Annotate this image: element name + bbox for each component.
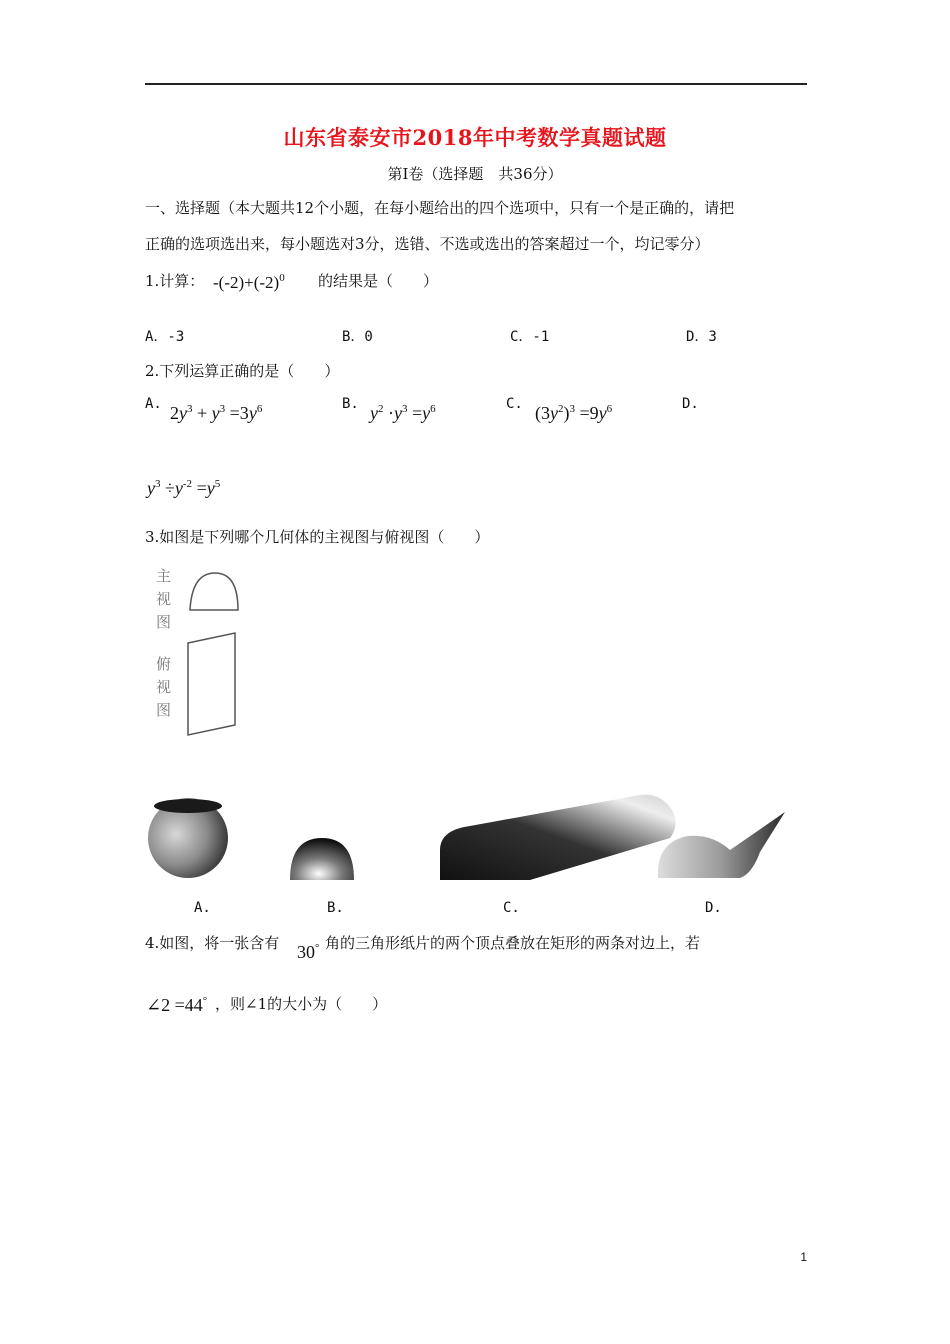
q4-angle2-value: ∠2 =44 xyxy=(146,995,203,1015)
q2b-exp2: 3 xyxy=(402,403,408,415)
q1-option-a: A．-3 xyxy=(145,329,185,345)
q2d-var2: y xyxy=(174,478,183,498)
q2d-var3: y xyxy=(206,478,215,498)
q1-expression xyxy=(213,272,285,293)
q2c-open: (3 xyxy=(535,403,550,423)
q2d-exp1: 3 xyxy=(155,478,161,490)
q2c-exp3: 6 xyxy=(606,403,613,415)
q2d-var1: y xyxy=(147,478,155,498)
q2a-exp2: 3 xyxy=(219,403,226,415)
q2a-op: + xyxy=(192,403,212,423)
q2a-coef: 2 xyxy=(170,403,179,423)
q2b-var3: y xyxy=(422,403,431,423)
doc-title: 山东省泰安市2018年中考数学真题试题 xyxy=(283,125,667,150)
q2-option-a-formula xyxy=(170,403,262,424)
q4-text-part-c: ，则∠1的大小为（ ） xyxy=(215,995,388,1013)
q2-label-a: A. xyxy=(145,396,162,412)
q3-front-view-label: 主视图 xyxy=(156,567,172,631)
q2a-var2: y xyxy=(211,403,220,423)
q2a-eq: =3 xyxy=(225,403,249,423)
option-a-bowl-sphere xyxy=(148,798,228,878)
q3-solid-figures xyxy=(140,790,820,890)
q2c-var3: y xyxy=(598,403,607,423)
q2-text: 2.下列运算正确的是（ ） xyxy=(145,362,340,380)
q2a-var1: y xyxy=(179,403,187,423)
q2-label-b: B. xyxy=(342,396,359,412)
header-rule xyxy=(145,83,807,85)
q2-option-d-formula xyxy=(147,478,220,499)
q2-label-c: C. xyxy=(506,396,523,412)
q2d-exp2: -2 xyxy=(182,478,193,490)
q2-label-d: D. xyxy=(682,396,699,412)
q3-text: 3.如图是下列哪个几何体的主视图与俯视图（ ） xyxy=(145,528,490,546)
q2d-eq: = xyxy=(192,478,207,498)
q2b-exp3: 6 xyxy=(430,403,436,415)
q2b-var2: y xyxy=(394,403,402,423)
front-view-semicircle xyxy=(190,573,238,610)
q2a-exp3: 6 xyxy=(256,403,263,415)
q3-option-a-label: A. xyxy=(194,900,211,916)
q4-angle2-deg: ° xyxy=(202,995,208,1007)
q2a-exp1: 3 xyxy=(187,403,193,415)
q4-deg-mark: ° xyxy=(315,942,320,954)
q3-top-view-label: 俯视图 xyxy=(156,655,172,719)
q1-option-c: C．-1 xyxy=(510,329,550,345)
q4-degree-value xyxy=(297,942,319,963)
q1-prefix: 1.计算： xyxy=(145,272,205,290)
q3-option-d-label: D. xyxy=(705,900,722,916)
q2b-op: · xyxy=(383,403,394,423)
section-instructions-line2: 正确的选项选出来，每小题选对3分，选错、不选或选出的答案超过一个，均记零分） xyxy=(145,235,710,253)
q2c-close: ) xyxy=(563,403,570,423)
option-d-half-cone xyxy=(658,812,785,878)
q2-option-b-formula xyxy=(370,403,436,424)
top-view-rectangle xyxy=(188,633,235,735)
q1-expr-exponent: 0 xyxy=(279,272,285,284)
q1-expr-body: -(-2)+(-2) xyxy=(213,273,280,292)
q1-suffix: 的结果是（ ） xyxy=(318,272,439,290)
section-instructions-line1: 一、选择题（本大题共12个小题，在每小题给出的四个选项中，只有一个是正确的，请把 xyxy=(145,199,735,217)
part-subtitle: 第Ⅰ卷（选择题 共36分） xyxy=(387,165,563,183)
q4-text-part-b: 角的三角形纸片的两个顶点叠放在矩形的两条对边上，若 xyxy=(325,934,701,952)
q2b-var1: y xyxy=(370,403,378,423)
q1-option-b: B．0 xyxy=(342,329,373,345)
q2a-var3: y xyxy=(248,403,257,423)
q2c-eq: =9 xyxy=(575,403,599,423)
q3-view-drawings xyxy=(180,565,250,745)
q2c-exp1: 2 xyxy=(558,403,564,415)
q3-option-c-label: C. xyxy=(503,900,520,916)
q4-deg-number: 30 xyxy=(297,942,315,962)
option-c-half-cylinder xyxy=(440,795,676,880)
q2-option-c-formula xyxy=(535,403,612,424)
q2b-eq: = xyxy=(407,403,423,423)
option-b-hemisphere xyxy=(290,838,354,880)
q2c-exp2: 3 xyxy=(569,403,575,415)
q2d-op: ÷ xyxy=(160,478,175,498)
q2d-exp3: 5 xyxy=(214,478,221,490)
q1-option-d: D．3 xyxy=(686,329,717,345)
q2c-var1: y xyxy=(550,403,558,423)
page-number: 1 xyxy=(800,1250,807,1264)
q4-angle2-given xyxy=(146,995,207,1016)
q2b-exp1: 2 xyxy=(378,403,384,415)
q3-option-b-label: B. xyxy=(327,900,344,916)
q4-text-part-a: 4.如图，将一张含有 xyxy=(145,934,280,952)
